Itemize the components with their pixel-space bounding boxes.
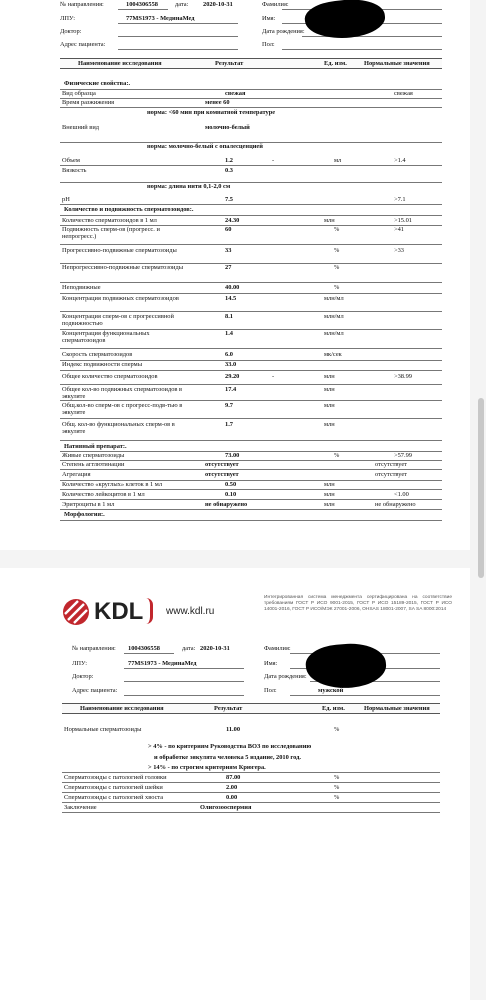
test-name: Общ. кол-во функциональных сперм-ов в эякуляте	[62, 421, 175, 435]
test-unit: млн/мл	[324, 313, 344, 320]
conclusion-label: Заключение	[64, 804, 97, 811]
test-name: Непрогрессивно-подвижные сперматозоиды	[62, 264, 184, 271]
lpu-label-2: ЛПУ:	[72, 660, 88, 667]
col-result-header: Результат	[215, 60, 244, 67]
date-label-2: дата:	[182, 645, 196, 652]
test-unit: млн/мл	[324, 330, 344, 337]
normal-sperm-result: 11.00	[226, 726, 241, 733]
test-result: 0.50	[225, 481, 237, 488]
test-result: 1.2	[225, 157, 233, 164]
kdl-logo-arc	[146, 598, 153, 624]
test-unit: млн	[324, 501, 335, 508]
tail-pathology-name: Сперматозоиды с патологией хвоста	[64, 794, 164, 801]
kdl-website: www.kdl.ru	[166, 606, 215, 617]
abnormal-flag: -	[272, 373, 275, 380]
col-name-header-2: Наименование исследования	[80, 705, 164, 712]
test-unit: %	[334, 264, 340, 271]
test-unit: млн	[324, 217, 335, 224]
reference-value: отсутствует	[375, 471, 407, 478]
test-name: Подвижность сперм-ов (прогресс. и непрогресс.)	[62, 226, 160, 240]
test-result: менее 60	[205, 99, 230, 106]
test-name: Объем	[62, 157, 80, 164]
test-result: 73.00	[225, 452, 240, 459]
test-name: Вид образца	[62, 90, 96, 97]
test-result: отсутствует	[205, 461, 239, 468]
head-pathology-name: Сперматозоиды с патологией головки	[64, 774, 167, 781]
firstname-label-2: Имя:	[264, 660, 278, 667]
col-result-header-2: Результат	[214, 705, 243, 712]
date-label: дата:	[175, 1, 189, 8]
test-result: не обнаружено	[205, 501, 248, 508]
doctor-label: Доктор:	[60, 28, 82, 35]
date-value-2: 2020-10-31	[200, 645, 230, 652]
test-name: Общее количество сперматозоидов	[62, 373, 158, 380]
reference-value: отсутствует	[375, 461, 407, 468]
test-name: Количество «круглых» клеток в 1 мл	[62, 481, 163, 488]
test-unit: млн	[324, 402, 335, 409]
lpu-label: ЛПУ:	[60, 15, 76, 22]
reference-value: >41	[394, 226, 404, 233]
test-unit: млн	[324, 481, 335, 488]
section-heading: Морфология:.	[64, 511, 105, 518]
test-result: 0.10	[225, 491, 237, 498]
reference-value: >1.4	[394, 157, 406, 164]
test-unit: млн	[324, 373, 335, 380]
lpu-value-2: 77MS1973 - МединаМед	[128, 660, 197, 667]
section-heading: Количество и подвижность сперматозоидов:.	[64, 206, 194, 213]
test-result: отсутствует	[205, 471, 239, 478]
neck-pathology-result: 2.00	[226, 784, 238, 791]
test-name: Количество сперматозоидов в 1 мл	[62, 217, 157, 224]
test-result: 6.0	[225, 351, 233, 358]
test-name: pH	[62, 196, 70, 203]
test-result: 27	[225, 264, 232, 271]
referral-number-2: 1004306558	[128, 645, 160, 652]
test-result: 40.00	[225, 284, 240, 291]
test-name: Концентрация подвижных сперматозоидов	[62, 295, 179, 302]
section-heading: Физические свойства:.	[64, 80, 131, 87]
sex-label-2: Пол:	[264, 687, 277, 694]
sex-label: Пол:	[262, 41, 275, 48]
test-result: 29.20	[225, 373, 240, 380]
address-label: Адрес пациента:	[60, 41, 106, 48]
test-unit: %	[334, 284, 340, 291]
report-page-2	[0, 568, 470, 1000]
doctor-label-2: Доктор:	[72, 673, 94, 680]
test-name: Агрегация	[62, 471, 91, 478]
dob-label-2: Дата рождения:	[264, 673, 307, 680]
kruger-criteria-note: > 14% - по строгим критериям Крюгера.	[148, 764, 266, 771]
test-result: 14.5	[225, 295, 237, 302]
test-result: 0.3	[225, 167, 233, 174]
redacted-patient-info-2	[304, 641, 388, 692]
test-result: 9.7	[225, 402, 233, 409]
test-name: Концентрация сперм-ов с прогрессивной подвижностью	[62, 313, 174, 327]
reference-value: >33	[394, 247, 404, 254]
test-name: Индекс подвижности спермы	[62, 361, 142, 368]
test-result: 60	[225, 226, 232, 233]
conclusion-value: Олигозооспермия	[200, 804, 252, 811]
test-result: 24.30	[225, 217, 240, 224]
col-ref-header-2: Нормальные значения	[364, 705, 430, 712]
neck-pathology-unit: %	[334, 784, 340, 791]
reference-note: норма: <60 мин при комнатной температуре	[147, 109, 276, 116]
sex-value-2: мужской	[318, 687, 344, 694]
page-scrollbar[interactable]	[478, 398, 484, 578]
test-name: Живые сперматозоиды	[62, 452, 125, 459]
test-name: Вязкость	[62, 167, 87, 174]
test-name: Неподвижные	[62, 284, 101, 291]
col-ref-header: Нормальные значения	[364, 60, 430, 67]
who-criteria-note-1: > 4% - по критериям Руководства ВОЗ по исследованию	[148, 743, 312, 750]
reference-note: норма: молочно-белый с опалесценцией	[147, 143, 263, 150]
test-unit: %	[334, 452, 340, 459]
test-result: 33.0	[225, 361, 237, 368]
test-result: 1.7	[225, 421, 233, 428]
test-name: Внешний вид	[62, 124, 99, 131]
who-criteria-note-2: и обработке эякулята человека 5 издание, 2010 год.	[154, 754, 301, 761]
test-name: Прогрессивно-подвижные сперматозоиды	[62, 247, 177, 254]
test-unit: млн	[324, 421, 335, 428]
section-heading: Нативный препарат:.	[64, 443, 127, 450]
col-unit-header: Ед. изм.	[324, 60, 347, 67]
abnormal-flag: -	[272, 157, 275, 164]
test-result: 8.1	[225, 313, 233, 320]
reference-value: <1.00	[394, 491, 409, 498]
reference-value: >7.1	[394, 196, 406, 203]
dob-label: Дата рождения:	[262, 28, 305, 35]
reference-value: не обнаружено	[375, 501, 416, 508]
reference-value: >15.01	[394, 217, 412, 224]
test-name: Количество лейкоцитов в 1 мл	[62, 491, 145, 498]
address-label-2: Адрес пациента:	[72, 687, 118, 694]
reference-note: норма: длина нити 0,1-2,0 см	[147, 183, 231, 190]
test-result: 7.5	[225, 196, 233, 203]
test-name: Степень агглютинации	[62, 461, 125, 468]
normal-sperm-name: Нормальные сперматозоиды	[64, 726, 142, 733]
kdl-brand-text: KDL	[94, 598, 144, 625]
referral-label: № направления:	[60, 1, 104, 8]
head-pathology-unit: %	[334, 774, 340, 781]
test-unit: млн/мл	[324, 295, 344, 302]
col-unit-header-2: Ед. изм.	[322, 705, 345, 712]
reference-value: >38.99	[394, 373, 412, 380]
test-unit: млн	[324, 491, 335, 498]
test-name: Общее кол-во подвижных сперматозоидов в эякуляте	[62, 386, 183, 400]
test-unit: мк/сек	[324, 351, 342, 358]
firstname-label: Имя:	[262, 15, 276, 22]
certification-text: Интегрированная система менеджмента сертифицирована на соответствие требованиям ГОСТ Р ИСО 9001-2015, ГОСТ Р ИСО 15189-2015, ГОСТ Р ИСО 14001-2016, ГОСТ Р ИСО/МЭК 27001-2006, OHSAS 18001-2007, SA SA 8000:2014	[264, 595, 452, 612]
tail-pathology-result: 0.00	[226, 794, 238, 801]
test-result: 33	[225, 247, 232, 254]
test-result: 17.4	[225, 386, 237, 393]
reference-value: >57.99	[394, 452, 412, 459]
test-name: Эритроциты в 1 мл	[62, 501, 115, 508]
normal-sperm-unit: %	[334, 726, 340, 733]
test-name: Время разжижения	[62, 99, 115, 106]
test-name: Концентрация функциональных сперматозоидов	[62, 330, 150, 344]
test-unit: мл	[334, 157, 342, 164]
test-unit: %	[334, 247, 340, 254]
test-result: свежая	[225, 90, 246, 97]
test-unit: %	[334, 226, 340, 233]
tail-pathology-unit: %	[334, 794, 340, 801]
head-pathology-result: 87.00	[226, 774, 241, 781]
test-unit: млн	[324, 386, 335, 393]
surname-label-2: Фамилия:	[264, 645, 291, 652]
neck-pathology-name: Сперматозоиды с патологией шейки	[64, 784, 163, 791]
test-name: Скорость сперматозоидов	[62, 351, 133, 358]
referral-label-2: № направления:	[72, 645, 116, 652]
referral-number: 1004306558	[126, 1, 158, 8]
kdl-logo-icon	[62, 598, 90, 626]
lpu-value: 77MS1973 - МединаМед	[126, 15, 195, 22]
date-value: 2020-10-31	[203, 1, 233, 8]
col-name-header: Наименование исследования	[78, 60, 162, 67]
test-name: Общ.кол-во сперм-ов с прогресс-подв-тью в эякуляте	[62, 402, 183, 416]
surname-label: Фамилия:	[262, 1, 289, 8]
reference-value: свежая	[394, 90, 413, 97]
test-result: 1.4	[225, 330, 233, 337]
test-result: молочно-белый	[205, 124, 250, 131]
